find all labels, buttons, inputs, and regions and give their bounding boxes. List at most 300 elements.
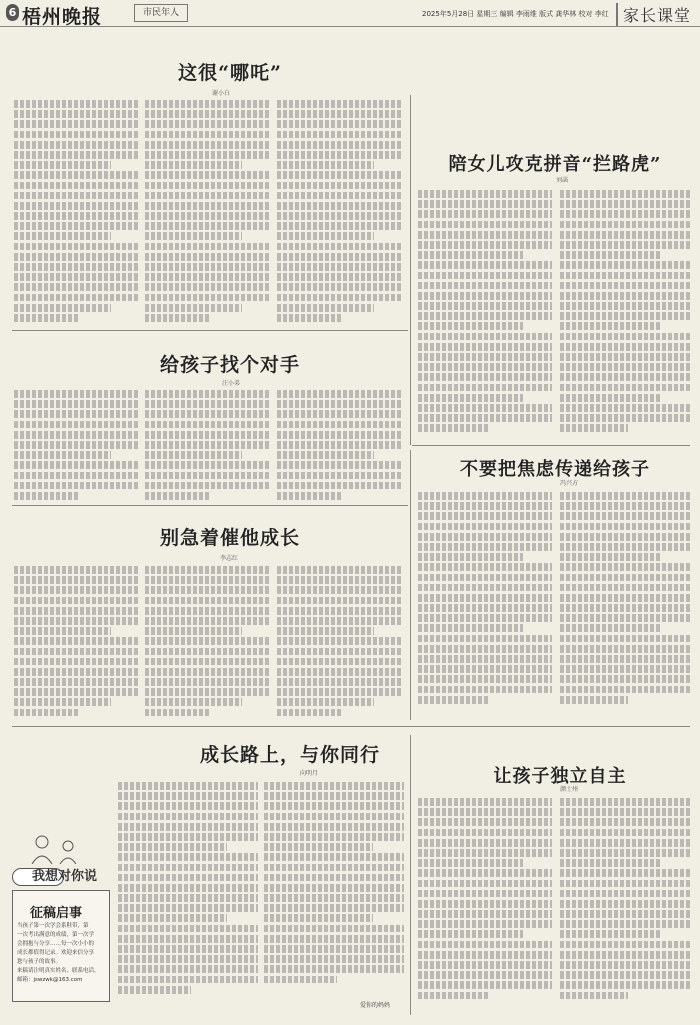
article-text-column: [277, 100, 401, 325]
text-line: [14, 202, 138, 210]
text-line: [145, 698, 242, 706]
text-line: [277, 141, 401, 149]
text-line: [118, 976, 258, 984]
text-line: [560, 614, 690, 622]
text-line: [418, 292, 552, 300]
text-line: [418, 322, 523, 330]
text-line: [418, 624, 523, 632]
text-line: [560, 492, 690, 500]
text-line: [264, 955, 404, 963]
text-line: [14, 461, 138, 469]
text-line: [118, 782, 258, 790]
text-line: [560, 282, 690, 290]
text-line: [145, 120, 269, 128]
text-line: [418, 502, 552, 510]
text-line: [560, 584, 690, 592]
text-line: [560, 241, 690, 249]
text-line: [118, 914, 227, 922]
text-line: [14, 253, 138, 261]
text-line: [560, 200, 690, 208]
text-line: [145, 232, 242, 240]
text-line: [418, 869, 552, 877]
section-rule: [12, 726, 690, 727]
text-line: [145, 110, 269, 118]
text-line: [145, 212, 269, 220]
article-text-column: [560, 798, 690, 1008]
text-line: [277, 192, 401, 200]
text-line: [418, 272, 552, 280]
text-line: [418, 353, 552, 361]
text-line: [418, 394, 523, 402]
text-line: [14, 658, 138, 666]
text-line: [264, 802, 404, 810]
text-line: [118, 904, 258, 912]
text-line: [14, 668, 138, 676]
text-line: [145, 461, 269, 469]
text-line: [560, 635, 690, 643]
text-line: [145, 658, 269, 666]
text-line: [418, 492, 552, 500]
text-line: [145, 243, 269, 251]
text-line: [560, 920, 690, 928]
text-line: [418, 930, 523, 938]
text-line: [264, 965, 404, 973]
text-line: [14, 431, 138, 439]
text-line: [118, 945, 258, 953]
text-line: [560, 302, 690, 310]
text-line: [418, 282, 552, 290]
article-title: 让孩子独立自主: [493, 766, 627, 787]
text-line: [277, 472, 401, 480]
text-line: [560, 971, 690, 979]
text-line: [560, 251, 661, 259]
text-line: [118, 853, 258, 861]
text-line: [145, 482, 269, 490]
text-line: [14, 637, 138, 645]
text-line: [418, 584, 552, 592]
text-line: [14, 182, 138, 190]
text-line: [418, 675, 552, 683]
text-line: [14, 131, 138, 139]
text-line: [277, 151, 401, 159]
text-line: [560, 261, 690, 269]
article-text-column: [264, 782, 404, 992]
text-line: [14, 482, 138, 490]
text-line: [145, 617, 269, 625]
text-line: [418, 798, 552, 806]
text-line: [560, 384, 690, 392]
article-title: 成长路上，与你同行: [199, 744, 380, 766]
text-line: [277, 648, 401, 656]
text-line: [145, 273, 269, 281]
text-line: [560, 859, 661, 867]
text-line: [560, 981, 690, 989]
text-line: [14, 617, 138, 625]
text-line: [14, 171, 138, 179]
text-line: [14, 597, 138, 605]
text-line: [277, 637, 401, 645]
text-line: [14, 390, 138, 398]
text-line: [145, 451, 242, 459]
text-line: [14, 212, 138, 220]
text-line: [145, 678, 269, 686]
text-line: [118, 955, 258, 963]
article-text-column: [418, 190, 552, 440]
text-line: [14, 400, 138, 408]
text-line: [560, 523, 690, 531]
text-line: [145, 222, 269, 230]
page-number: 6: [6, 4, 19, 21]
text-line: [277, 586, 401, 594]
article-byline: 李志红: [220, 555, 239, 562]
text-line: [418, 543, 552, 551]
article-text-column: [14, 390, 138, 500]
text-line: [418, 414, 552, 422]
text-line: [418, 190, 552, 198]
text-line: [145, 586, 269, 594]
section-rule: [412, 445, 690, 446]
text-line: [118, 884, 258, 892]
text-line: [418, 961, 552, 969]
text-line: [277, 576, 401, 584]
section-title: 家长课堂: [616, 3, 691, 26]
text-line: [145, 648, 269, 656]
text-line: [560, 190, 690, 198]
article-byline: 汪小弟: [222, 380, 241, 387]
text-line: [560, 553, 661, 561]
text-line: [14, 451, 111, 459]
text-line: [14, 100, 138, 108]
text-line: [418, 553, 523, 561]
text-line: [118, 935, 258, 943]
text-line: [560, 930, 661, 938]
text-line: [418, 333, 552, 341]
text-line: [418, 261, 552, 269]
text-line: [277, 421, 401, 429]
text-line: [14, 304, 111, 312]
text-line: [118, 802, 258, 810]
text-line: [145, 492, 209, 500]
text-line: [277, 617, 401, 625]
text-line: [277, 607, 401, 615]
text-line: [14, 627, 111, 635]
text-line: [277, 709, 341, 717]
text-line: [264, 935, 404, 943]
column-rule: [410, 95, 411, 445]
text-line: [264, 792, 404, 800]
text-line: [560, 563, 690, 571]
text-line: [560, 880, 690, 888]
notice-line: 您与孩子的故事。: [17, 959, 62, 965]
article-text-column: [418, 492, 552, 712]
text-line: [418, 900, 552, 908]
text-line: [560, 665, 690, 673]
section-rule: [12, 330, 408, 331]
column-rule: [410, 450, 411, 720]
text-line: [14, 232, 111, 240]
text-line: [277, 120, 401, 128]
family-illustration: [12, 830, 110, 864]
text-line: [118, 833, 258, 841]
text-line: [418, 373, 552, 381]
text-line: [560, 394, 661, 402]
text-line: [277, 566, 401, 574]
text-line: [560, 322, 661, 330]
text-line: [145, 182, 269, 190]
text-line: [14, 441, 138, 449]
text-line: [277, 390, 401, 398]
supplement-label: 市民年人: [134, 4, 188, 22]
text-line: [560, 961, 690, 969]
text-line: [418, 563, 552, 571]
text-line: [264, 813, 404, 821]
text-line: [418, 384, 552, 392]
text-line: [14, 688, 138, 696]
text-line: [14, 586, 138, 594]
text-line: [560, 645, 690, 653]
text-line: [14, 141, 138, 149]
text-line: [145, 400, 269, 408]
text-line: [560, 869, 690, 877]
text-line: [264, 945, 404, 953]
article-text-column: [560, 190, 690, 440]
text-line: [277, 202, 401, 210]
text-line: [418, 920, 552, 928]
text-line: [277, 222, 401, 230]
text-line: [560, 353, 690, 361]
text-line: [560, 798, 690, 806]
text-line: [418, 533, 552, 541]
text-line: [418, 200, 552, 208]
text-line: [264, 874, 404, 882]
text-line: [418, 849, 552, 857]
text-line: [145, 709, 209, 717]
text-line: [145, 192, 269, 200]
issue-info: 2025年5月28日 星期三 编辑 李雨维 版式 龚华林 校对 李红: [422, 10, 609, 18]
text-line: [560, 292, 690, 300]
text-line: [277, 688, 401, 696]
article-title: 不要把焦虑传递给孩子: [460, 459, 650, 480]
text-line: [418, 614, 552, 622]
text-line: [560, 849, 690, 857]
text-line: [264, 914, 373, 922]
text-line: [145, 263, 269, 271]
text-line: [264, 884, 404, 892]
text-line: [145, 410, 269, 418]
text-line: [418, 686, 552, 694]
article-title: 别急着催他成长: [159, 527, 300, 549]
text-line: [14, 222, 138, 230]
text-line: [560, 424, 628, 432]
text-line: [418, 221, 552, 229]
text-line: [277, 182, 401, 190]
text-line: [560, 808, 690, 816]
text-line: [277, 597, 401, 605]
text-line: [14, 314, 78, 322]
text-line: [277, 304, 374, 312]
text-line: [14, 263, 138, 271]
article-byline: 向明月: [300, 770, 319, 777]
text-line: [418, 992, 488, 1000]
text-line: [560, 533, 690, 541]
text-line: [560, 414, 690, 422]
masthead: 梧州晚报: [22, 6, 103, 28]
text-line: [145, 171, 269, 179]
text-line: [264, 925, 404, 933]
text-line: [560, 231, 690, 239]
article-title: 这很“哪吒”: [178, 62, 282, 84]
text-line: [418, 604, 552, 612]
text-line: [418, 645, 552, 653]
notice-line: 会拥抱与分享……每一次小小的: [17, 941, 95, 947]
text-line: [560, 839, 690, 847]
text-line: [14, 421, 138, 429]
text-line: [560, 543, 690, 551]
text-line: [277, 100, 401, 108]
text-line: [264, 894, 404, 902]
text-line: [145, 131, 269, 139]
text-line: [418, 941, 552, 949]
text-line: [145, 314, 209, 322]
text-line: [418, 312, 552, 320]
text-line: [560, 624, 661, 632]
text-line: [418, 808, 552, 816]
text-line: [277, 658, 401, 666]
page-header: [0, 0, 700, 27]
text-line: [418, 594, 552, 602]
text-line: [560, 900, 690, 908]
article-byline: 冯兴方: [560, 480, 579, 487]
text-line: [14, 648, 138, 656]
text-line: [418, 910, 552, 918]
text-line: [118, 813, 258, 821]
text-line: [277, 410, 401, 418]
text-line: [560, 686, 690, 694]
text-line: [145, 421, 269, 429]
text-line: [560, 829, 690, 837]
text-line: [418, 302, 552, 310]
text-line: [14, 698, 111, 706]
text-line: [418, 859, 523, 867]
text-line: [264, 976, 337, 984]
text-line: [145, 390, 269, 398]
text-line: [560, 675, 690, 683]
text-line: [118, 874, 258, 882]
text-line: [145, 253, 269, 261]
text-line: [418, 210, 552, 218]
text-line: [418, 574, 552, 582]
text-line: [145, 441, 269, 449]
text-line: [145, 607, 269, 615]
text-line: [264, 782, 404, 790]
text-line: [14, 607, 138, 615]
text-line: [560, 594, 690, 602]
article-text-column: [418, 798, 552, 1008]
text-line: [418, 424, 488, 432]
text-line: [277, 461, 401, 469]
text-line: [277, 441, 401, 449]
text-line: [418, 829, 552, 837]
text-line: [560, 404, 690, 412]
text-line: [277, 212, 401, 220]
text-line: [145, 283, 269, 291]
text-line: [145, 151, 269, 159]
text-line: [277, 253, 401, 261]
text-line: [145, 472, 269, 480]
text-line: [277, 171, 401, 179]
article-text-column: [145, 566, 269, 721]
article-text-column: [145, 390, 269, 500]
text-line: [560, 951, 690, 959]
column-rule: [410, 735, 411, 1015]
text-line: [118, 792, 258, 800]
text-line: [277, 314, 341, 322]
text-line: [560, 941, 690, 949]
text-line: [418, 971, 552, 979]
text-line: [118, 925, 258, 933]
notice-line: 一次考出满意的成绩，第一次学: [17, 932, 95, 938]
text-line: [14, 678, 138, 686]
article-text-column: [560, 492, 690, 712]
text-line: [14, 410, 138, 418]
text-line: [418, 523, 552, 531]
text-line: [277, 400, 401, 408]
text-line: [560, 363, 690, 371]
text-line: [277, 110, 401, 118]
text-line: [145, 688, 269, 696]
text-line: [264, 904, 404, 912]
text-line: [418, 343, 552, 351]
text-line: [277, 243, 401, 251]
text-line: [145, 637, 269, 645]
text-line: [560, 992, 628, 1000]
notice-line: 邮箱：jswzwk@163.com: [17, 977, 83, 983]
text-line: [118, 986, 191, 994]
notice-line: 成长都值得记录。欢迎来信分享: [17, 950, 95, 956]
article-byline: 刘菡: [556, 177, 569, 184]
text-line: [418, 890, 552, 898]
letter-signature: 爱你的妈妈: [360, 1002, 391, 1009]
text-line: [418, 655, 552, 663]
text-line: [418, 665, 552, 673]
article-byline: 谢小白: [212, 90, 231, 97]
text-line: [277, 627, 374, 635]
text-line: [418, 512, 552, 520]
text-line: [277, 451, 374, 459]
text-line: [560, 210, 690, 218]
text-line: [560, 655, 690, 663]
article-text-column: [277, 566, 401, 721]
article-text-column: [14, 100, 138, 325]
text-line: [418, 363, 552, 371]
text-line: [418, 241, 552, 249]
text-line: [145, 100, 269, 108]
text-line: [418, 231, 552, 239]
text-line: [418, 404, 552, 412]
article-text-column: [14, 566, 138, 721]
text-line: [560, 373, 690, 381]
text-line: [560, 221, 690, 229]
text-line: [418, 951, 552, 959]
text-line: [277, 131, 401, 139]
notice-title: 征稿启事: [30, 906, 83, 921]
text-line: [14, 120, 138, 128]
text-line: [145, 597, 269, 605]
text-line: [14, 110, 138, 118]
text-line: [14, 294, 138, 302]
text-line: [277, 678, 401, 686]
notice-body: [17, 922, 107, 985]
